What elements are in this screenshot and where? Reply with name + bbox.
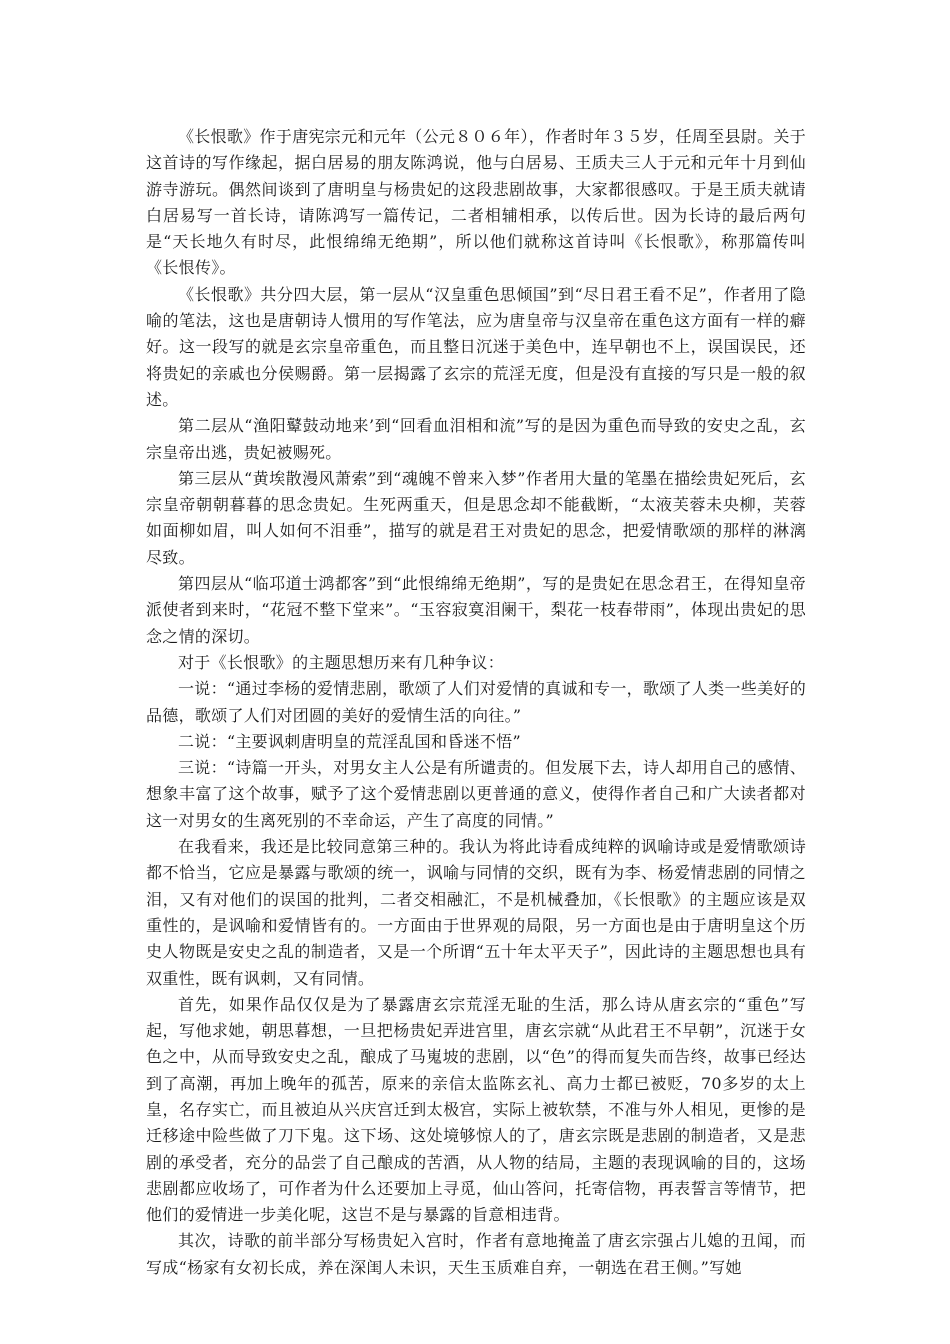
paragraph-second-argument: 其次，诗歌的前半部分写杨贵妃入宫时，作者有意地掩盖了唐玄宗强占儿媳的丑闻，而写成“杨家有女初长成，养在深闺人未识，天生玉质难自弃，一朝选在君王侧。”写她 bbox=[146, 1231, 806, 1277]
paragraph-opinion: 在我看来，我还是比较同意第三种的。我认为将此诗看成纯粹的讽喻诗或是爱情歌颂诗都不恰当，它应是暴露与歌颂的统一，讽喻与同情的交织，既有为李、杨爱情悲剧的同情之泪，又有对他们的误国的批判，二者交相融汇，不是机械叠加，《长恨歌》的主题应该是双重性的，是讽喻和爱情皆有的。一方面由于世界观的局限，另一方面也是由于唐明皇这个历史人物既是安史之乱的制造者，又是一个所谓“五十年太平天子”，因此诗的主题思想也具有双重性，既有讽刺，又有同情。 bbox=[146, 837, 806, 988]
paragraph-layer-one: 《长恨歌》共分四大层，第一层从“汉皇重色思倾国”到“尽日君王看不足”，作者用了隐喻的笔法，这也是唐朝诗人惯用的写作笔法，应为唐皇帝与汉皇帝在重色这方面有一样的癖好。这一段写的就是玄宗皇帝重色，而且整日沉迷于美色中，连早朝也不上，误国误民，还将贵妃的亲戚也分侯赐爵。第一层揭露了玄宗的荒淫无度，但是没有直接的写只是一般的叙述。 bbox=[146, 284, 806, 409]
paragraph-theme-intro: 对于《长恨歌》的主题思想历来有几种争议： bbox=[178, 652, 505, 672]
document-body bbox=[146, 124, 806, 1281]
paragraph-first-argument: 首先，如果作品仅仅是为了暴露唐玄宗荒淫无耻的生活，那么诗从唐玄宗的“重色”写起，写他求她，朝思暮想，一旦把杨贵妃弄进宫里，唐玄宗就“从此君王不早朝”，沉迷于女色之中，从而导致安史之乱，酿成了马嵬坡的悲剧，以“色”的得而复失而告终，故事已经达到了高潮，再加上晚年的孤苦，原来的亲信太监陈玄礼、高力士都已被贬，70多岁的太上皇，名存实亡，而且被迫从兴庆宫迁到太极宫，实际上被软禁，不准与外人相见，更惨的是迁移途中险些做了刀下鬼。这下场、这处境够惊人的了，唐玄宗既是悲剧的制造者，又是悲剧的承受者，充分的品尝了自己酿成的苦酒，从人物的结局，主题的表现讽喻的目的，这场悲剧都应收场了，可作者为什么还要加上寻觅，仙山答问，托寄信物，再表誓言等情节，把他们的爱情进一步美化呢，这岂不是与暴露的旨意相违背。 bbox=[146, 994, 806, 1225]
paragraph-view-three: 三说：“诗篇一开头，对男女主人公是有所谴责的。但发展下去，诗人却用自己的感情、想象丰富了这个故事，赋予了这个爱情悲剧以更普通的意义，使得作者自己和广大读者都对这一对男女的生离死别的不幸命运，产生了高度的同情。” bbox=[146, 758, 806, 830]
paragraph-layer-three: 第三层从“黄埃散漫风萧索”到“魂魄不曾来入梦”作者用大量的笔墨在描绘贵妃死后，玄宗皇帝朝朝暮暮的思念贵妃。生死两重天，但是思念却不能截断，“太液芙蓉未央柳，芙蓉如面柳如眉，叫人如何不泪垂”，描写的就是君王对贵妃的思念，把爱情歌颂的那样的淋漓尽致。 bbox=[146, 468, 806, 567]
paragraph-layer-four: 第四层从“临邛道士鸿都客”到“此恨绵绵无绝期”，写的是贵妃在思念君王，在得知皇帝派使者到来时，“花冠不整下堂来”。“玉容寂寞泪阑干，梨花一枝春带雨”，体现出贵妃的思念之情的深切。 bbox=[146, 574, 806, 646]
paragraph-layer-two: 第二层从“渔阳鼙鼓动地来’到“回看血泪相和流”写的是因为重色而导致的安史之乱，玄宗皇帝出逃，贵妃被赐死。 bbox=[146, 416, 806, 462]
paragraph-intro: 《长恨歌》作于唐宪宗元和元年（公元８０６年），作者时年３５岁，任周至县尉。关于这首诗的写作缘起，据白居易的朋友陈鸿说，他与白居易、王质夫三人于元和元年十月到仙游寺游玩。偶然间谈到了唐明皇与杨贵妃的这段悲剧故事，大家都很感叹。于是王质夫就请白居易写一首长诗，请陈鸿写一篇传记，二者相辅相承，以传后世。因为长诗的最后两句是“天长地久有时尽，此恨绵绵无绝期”，所以他们就称这首诗叫《长恨歌》，称那篇传叫《长恨传》。 bbox=[146, 127, 806, 278]
paragraph-view-one: 一说：“通过李杨的爱情悲剧，歌颂了人们对爱情的真诚和专一，歌颂了人类一些美好的品德，歌颂了人们对团圆的美好的爱情生活的向往。” bbox=[146, 679, 806, 725]
paragraph-view-two: 二说：“主要讽刺唐明皇的荒淫乱国和昏迷不悟” bbox=[178, 731, 521, 751]
